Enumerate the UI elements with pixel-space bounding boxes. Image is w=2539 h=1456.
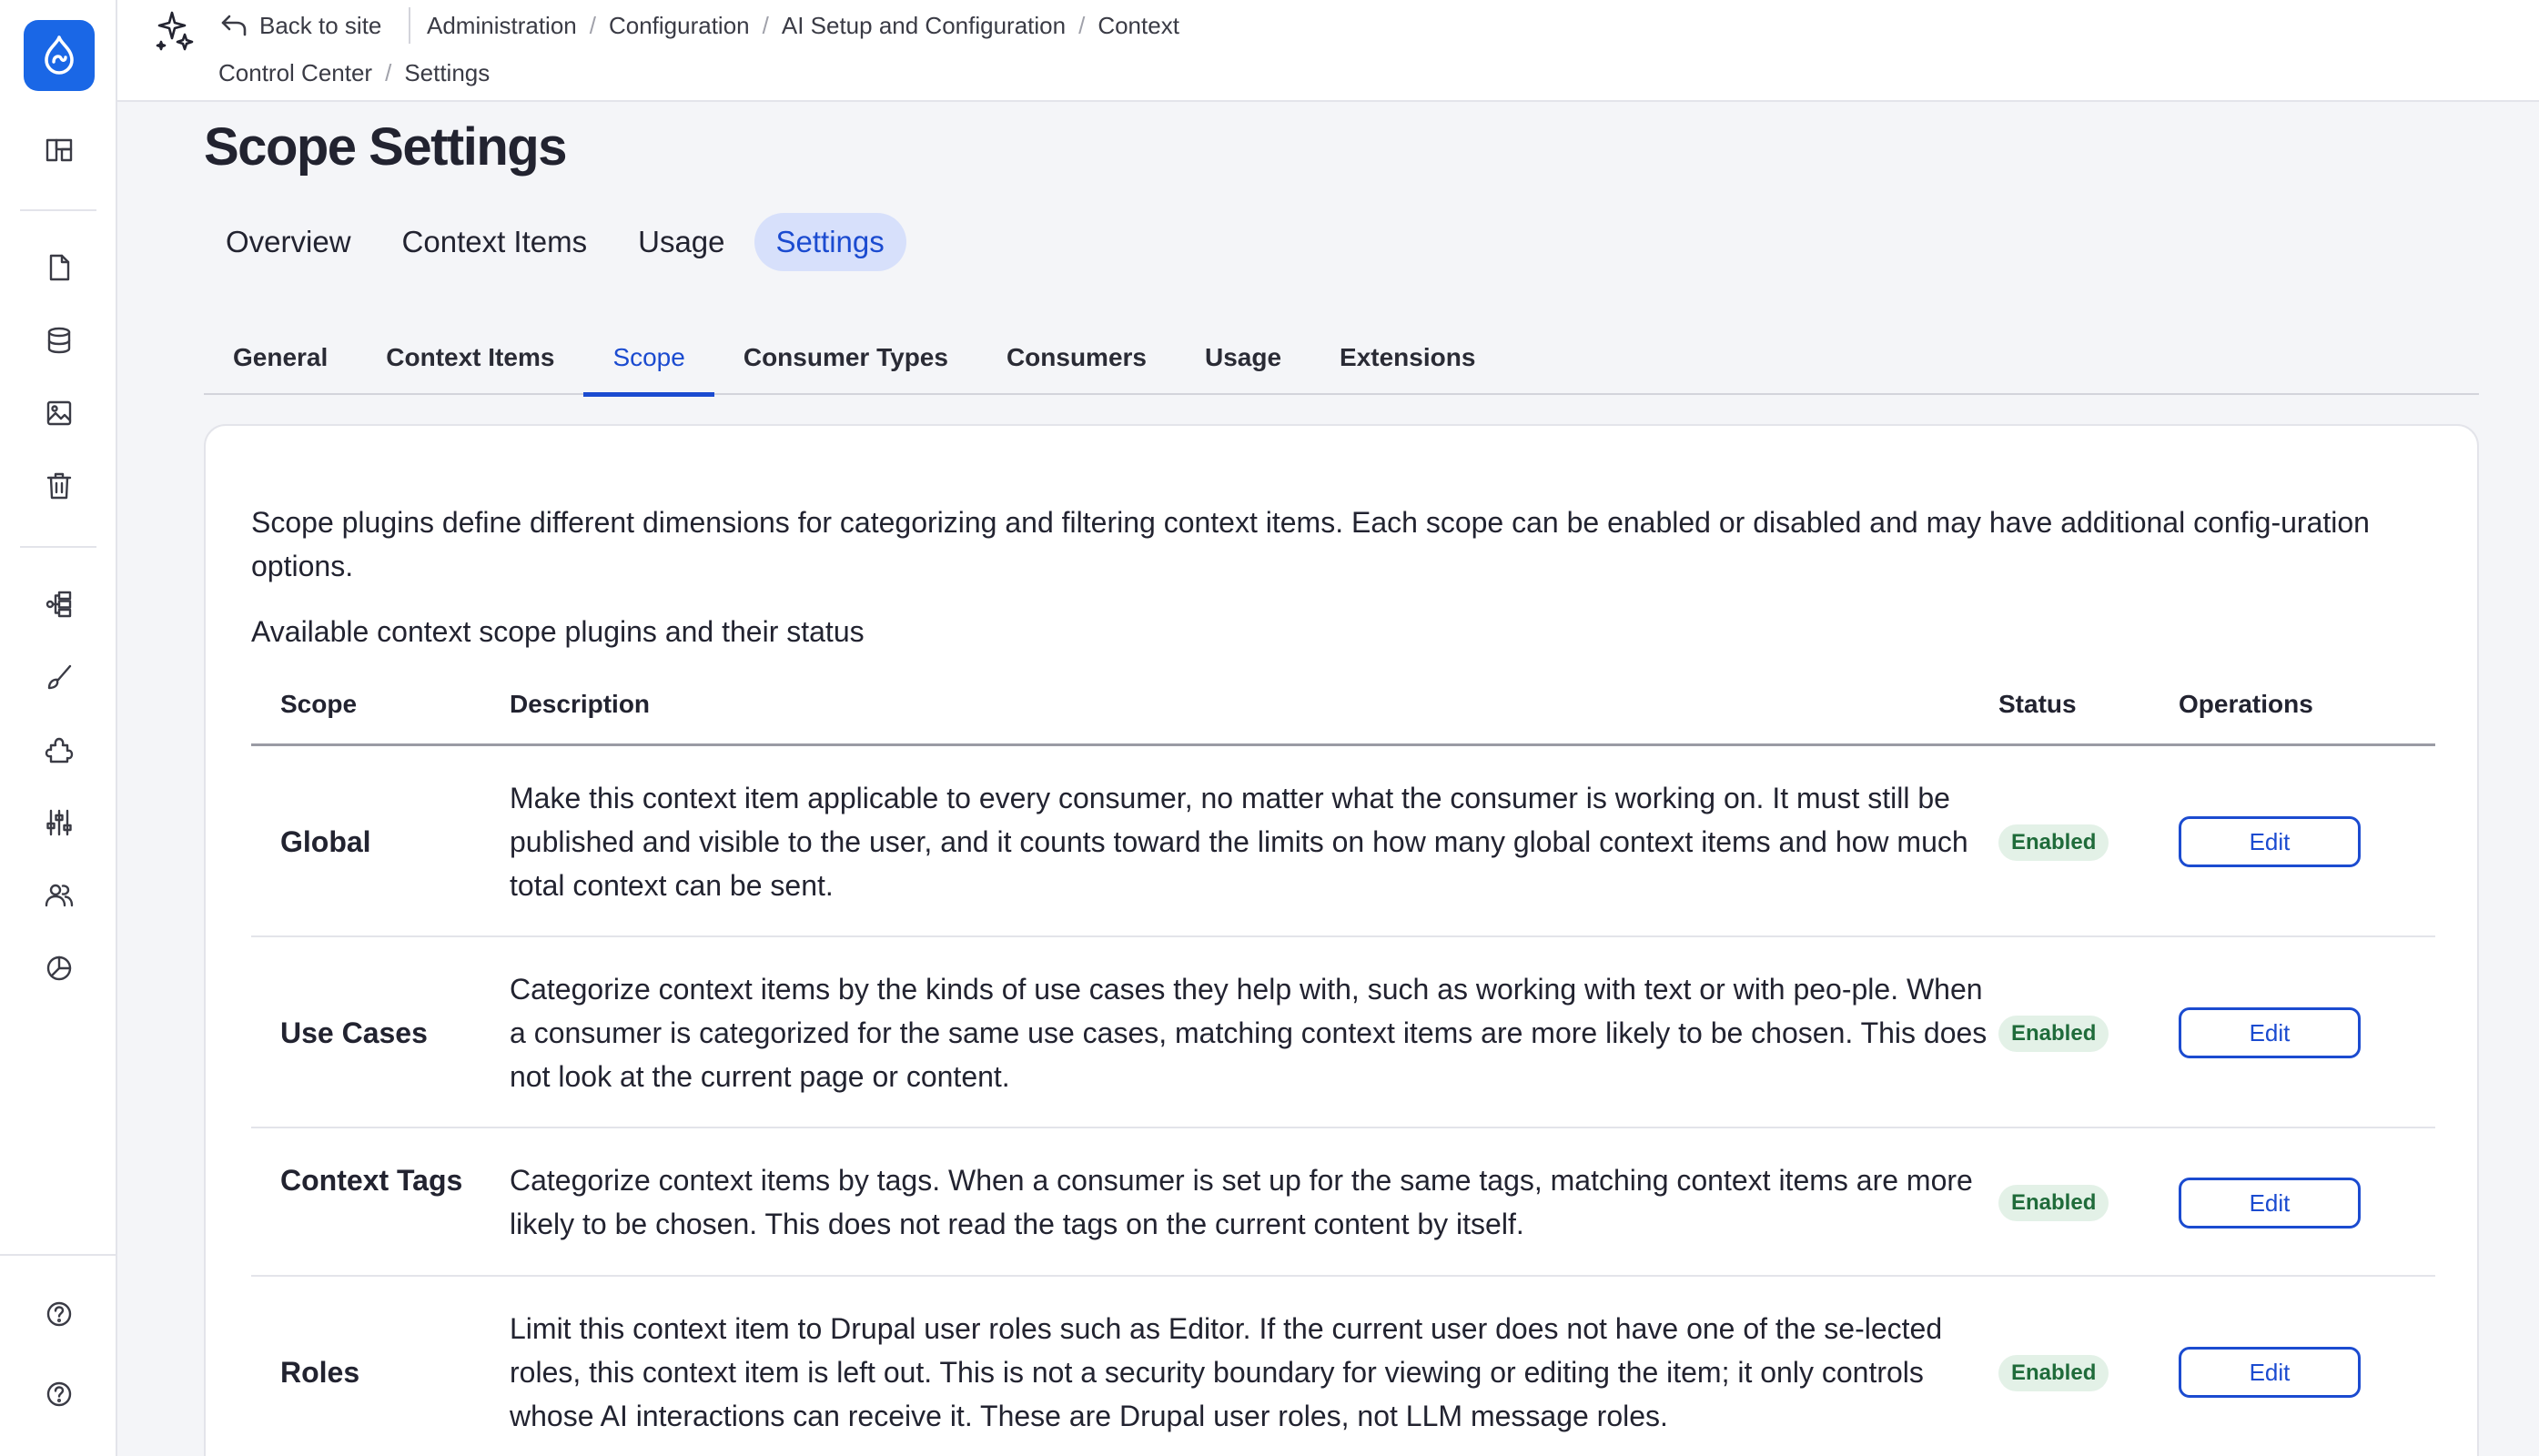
column-header-status: Status [1998,690,2077,718]
breadcrumb-administration[interactable]: Administration [427,11,577,39]
breadcrumb-control-center[interactable]: Control Center [218,58,373,86]
database-icon[interactable] [41,322,77,359]
sidebar-divider [0,1254,116,1256]
table-row [251,1277,2435,1456]
ai-sparkle-icon[interactable] [150,7,197,55]
column-header-operations: Operations [2179,690,2313,718]
scope-name: Global [280,825,371,858]
topbar-divider [409,7,410,44]
breadcrumb-separator: / [762,11,769,39]
primary-tabs [204,213,906,271]
scope-description: Limit this context item to Drupal user roles such as Editor. If the current user does not have one of the se-lected roles, this context item is left out. This is not a security boundary for viewing or editing the item; it only controls whose AI interactions can receive it. These are Drupal user roles, not LLM message roles. [510,1312,1943,1432]
secondary-tabs [204,320,2479,395]
top-bar [117,0,2539,102]
people-icon[interactable] [41,877,77,914]
edit-button[interactable]: Edit [2179,1178,2361,1228]
scope-name: Context Tags [280,1164,463,1197]
back-to-site-label: Back to site [259,11,382,39]
content-icon[interactable] [41,249,77,286]
subtab-consumer-types[interactable]: Consumer Types [743,343,948,371]
status-badge: Enabled [1998,1355,2109,1391]
column-header-scope: Scope [280,690,358,718]
tab-context-items[interactable]: Context Items [401,225,588,258]
subtab-scope[interactable]: Scope [583,320,713,395]
help-icon[interactable] [41,1296,77,1332]
table-row [251,937,2435,1128]
scope-description: Categorize context items by the kinds of use cases they help with, such as working with text or with peo-ple. When a consumer is categorized for the same use cases, matching context items are more likely to be chosen. This does not look at the current page or content. [510,973,1988,1093]
page-title: Scope Settings [204,117,566,177]
scope-description: Categorize context items by tags. When a consumer is set up for the same tags, matching context items are more likely to be chosen. This does not read the tags on the current content by itself. [510,1164,1973,1240]
tab-usage[interactable]: Usage [638,225,725,258]
dashboard-icon[interactable] [41,132,77,168]
sidebar-divider [20,209,96,211]
breadcrumb-configuration[interactable]: Configuration [608,11,750,39]
breadcrumb [427,9,1179,42]
breadcrumb-secondary [218,56,490,89]
breadcrumb-ai-setup[interactable]: AI Setup and Configuration [781,11,1067,39]
breadcrumb-context[interactable]: Context [1098,11,1179,39]
scope-settings-card [204,424,2479,1456]
edit-button[interactable]: Edit [2179,1007,2361,1058]
configuration-icon[interactable] [41,804,77,841]
scope-name: Use Cases [280,1016,428,1049]
admin-sidebar [0,0,117,1456]
breadcrumb-separator: / [385,58,392,86]
breadcrumb-separator: / [1078,11,1086,39]
subtab-extensions[interactable]: Extensions [1340,343,1476,371]
sidebar-divider [20,546,96,548]
subtab-usage[interactable]: Usage [1204,343,1282,371]
table-header [251,664,2435,746]
column-header-description: Description [510,690,651,718]
table-row [251,1128,2435,1277]
drupal-logo-icon[interactable] [24,20,95,91]
subtab-general[interactable]: General [233,343,329,371]
tab-settings[interactable]: Settings [754,213,906,271]
tab-overview[interactable]: Overview [226,225,351,258]
edit-button[interactable]: Edit [2179,1347,2361,1398]
back-arrow-icon [219,11,248,40]
back-to-site-link[interactable] [219,9,381,42]
trash-icon[interactable] [41,468,77,504]
scope-description: Make this context item applicable to every consumer, no matter what the consumer is working on. It must still be published and visible to the user, and it counts toward the limits on how many global context items and how much total context can be sent. [510,782,1968,902]
breadcrumb-settings[interactable]: Settings [404,58,491,86]
table-caption: Available context scope plugins and their status [251,615,865,648]
scope-name: Roles [280,1356,360,1389]
media-icon[interactable] [41,395,77,431]
help-icon[interactable] [41,1376,77,1412]
subtab-consumers[interactable]: Consumers [1006,343,1147,371]
status-badge: Enabled [1998,824,2109,861]
breadcrumb-separator: / [589,11,596,39]
extend-icon[interactable] [41,732,77,768]
status-badge: Enabled [1998,1016,2109,1052]
structure-icon[interactable] [41,586,77,622]
intro-text: Scope plugins define different dimensions for categorizing and filtering context items. Each scope can be enabled or disabled and may have additional config-uration options. [251,506,2370,582]
scope-table [251,664,2435,1456]
subtab-context-items[interactable]: Context Items [386,343,555,371]
reports-icon[interactable] [41,950,77,986]
table-row [251,746,2435,937]
appearance-icon[interactable] [41,659,77,695]
status-badge: Enabled [1998,1185,2109,1221]
edit-button[interactable]: Edit [2179,816,2361,867]
